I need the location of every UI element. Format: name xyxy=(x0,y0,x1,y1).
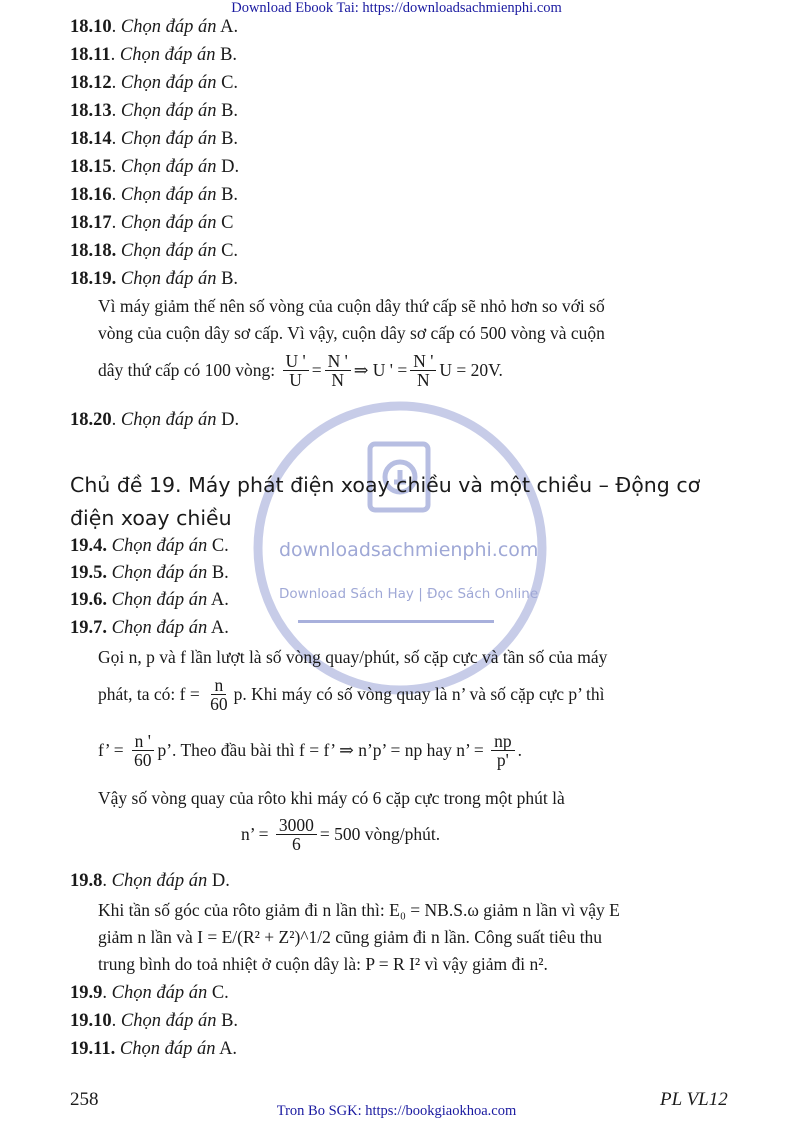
answer-item: 19.8. Chọn đáp án D. xyxy=(70,871,230,891)
footer-sgk-link[interactable]: Tron Bo SGK: https://bookgiaokhoa.com xyxy=(276,1103,517,1119)
fraction: $\frac{n}{60}$ xyxy=(210,675,228,715)
answer-item: 18.20. Chọn đáp án D. xyxy=(70,410,240,430)
answer-item: 18.11. Chọn đáp án B. xyxy=(70,45,238,65)
fraction: $\frac{N '}{N}$ xyxy=(410,352,436,390)
formula-line: dây thứ cấp có 100 vòng: $\frac{U '}{U}$ = $\frac{N '}{N}$ ⇒ U ' = $\frac{N '}{N}$ U = 20V. xyxy=(98,351,503,391)
answer-item: 19.7. Chọn đáp án A. xyxy=(70,618,229,638)
answer-item: 18.17. Chọn đáp án C xyxy=(70,213,234,233)
answer-item: 18.13. Chọn đáp án B. xyxy=(70,101,239,121)
watermark-underline xyxy=(298,620,494,623)
answer-item: 18.18. Chọn đáp án C. xyxy=(70,241,239,261)
watermark-site: downloadsachmienphi.com xyxy=(279,539,539,561)
answer-item: 18.19. Chọn đáp án B. xyxy=(70,269,239,289)
page-number: 258 xyxy=(70,1089,99,1110)
fraction: $\frac{U '}{U}$ xyxy=(283,352,309,390)
answer-item: 19.10. Chọn đáp án B. xyxy=(70,1011,239,1031)
book-code: PL VL12 xyxy=(660,1089,728,1110)
section-heading: Chủ đề 19. Máy phát điện xoay chiều và một chiều – Động cơ xyxy=(70,473,701,497)
answer-item: 18.12. Chọn đáp án C. xyxy=(70,73,239,93)
watermark-tagline: Download Sách Hay | Đọc Sách Online xyxy=(279,586,539,602)
answer-item: 18.14. Chọn đáp án B. xyxy=(70,129,239,149)
formula-line: n’ = $\frac{3000}{6}$ = 500 vòng/phút. xyxy=(241,815,441,855)
explanation-line: Vậy số vòng quay của rôto khi máy có 6 cặp cực trong một phút là xyxy=(98,788,565,808)
answer-item: 19.9. Chọn đáp án C. xyxy=(70,983,229,1003)
fraction: $\frac{n '}{60}$ xyxy=(131,732,155,770)
formula-line: phát, ta có: f = $\frac{n}{60}$ p. Khi máy có số vòng quay là n’ và số cặp cực p’ thì xyxy=(98,675,605,715)
formula-line: f’ = $\frac{n '}{60}$ p’. Theo đầu bài thì f = f’ ⇒ n’p’ = np hay n’ = $\frac{np}{p'}$ . xyxy=(98,731,522,771)
section-heading-cont: điện xoay chiều xyxy=(70,506,232,530)
fraction: $\frac{N '}{N}$ xyxy=(325,352,351,390)
explanation-line: Gọi n, p và f lần lượt là số vòng quay/phút, số cặp cực và tần số của máy xyxy=(98,647,608,667)
header-download-link[interactable]: Download Ebook Tai: https://downloadsachmienphi.com xyxy=(231,0,562,16)
fraction: $\frac{np}{p'}$ xyxy=(491,732,515,770)
explanation-line: vòng của cuộn dây sơ cấp. Vì vậy, cuộn dây sơ cấp có 500 vòng và cuộn xyxy=(98,323,605,343)
answer-item: 18.15. Chọn đáp án D. xyxy=(70,157,240,177)
explanation-line: Vì máy giảm thế nên số vòng của cuộn dây thứ cấp sẽ nhỏ hơn so với số xyxy=(98,296,605,316)
answer-item: 19.5. Chọn đáp án B. xyxy=(70,563,229,583)
answer-item: 19.11. Chọn đáp án A. xyxy=(70,1039,238,1059)
explanation-line: giảm n lần và I = E/(R² + Z²)^1/2 cũng giảm đi n lần. Công suất tiêu thu xyxy=(98,927,603,947)
answer-item: 19.4. Chọn đáp án C. xyxy=(70,536,229,556)
explanation-line: trung bình do toả nhiệt ở cuộn dây là: P = R I² vì vậy giảm đi n². xyxy=(98,954,548,974)
answer-item: 18.10. Chọn đáp án A. xyxy=(70,17,239,37)
answer-item: 19.6. Chọn đáp án A. xyxy=(70,590,229,610)
explanation-line: Khi tần số góc của rôto giảm đi n lần thì: E₀ = NB.S.ω giảm n lần vì vậy E xyxy=(98,900,620,920)
fraction: $\frac{3000}{6}$ xyxy=(276,816,317,854)
answer-item: 18.16. Chọn đáp án B. xyxy=(70,185,239,205)
